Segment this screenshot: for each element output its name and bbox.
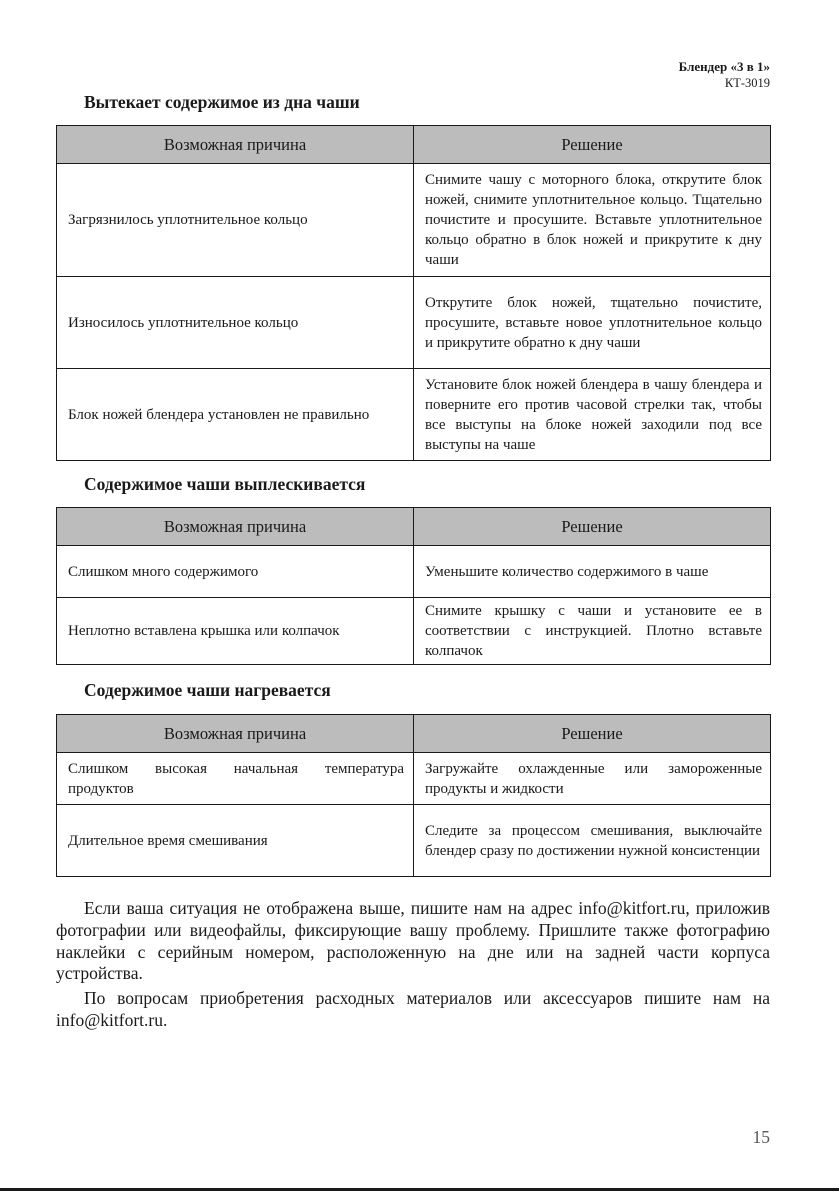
- table-row: [57, 753, 771, 805]
- table-header-row: [57, 508, 771, 546]
- solution-cell: Загружайте охлажденные или замороженные продукты и жидкости: [414, 753, 771, 805]
- cause-cell: Слишком много содержимого: [57, 546, 414, 598]
- cause-cell: Износилось уплотнительное кольцо: [57, 277, 414, 369]
- section-title-heating: Содержимое чаши нагревается: [84, 680, 331, 700]
- column-header-solution: Решение: [414, 126, 771, 164]
- cause-cell: Длительное время смешивания: [57, 805, 414, 877]
- column-header-cause: Возможная причина: [57, 126, 414, 164]
- table-row: [57, 546, 771, 598]
- table-header-row: [57, 126, 771, 164]
- page-header: [679, 59, 770, 91]
- solution-cell: Следите за процессом смешивания, выключайте блендер сразу по достижении нужной консистенции: [414, 805, 771, 877]
- page-number: 15: [752, 1127, 770, 1147]
- cause-cell: Неплотно вставлена крышка или колпачок: [57, 598, 414, 665]
- solution-cell: Открутите блок ножей, тщательно почистите, просушите, вставьте новое уплотнительное кольцо и прикрутите обратно к дну чаши: [414, 277, 771, 369]
- solution-cell: Уменьшите количество содержимого в чаше: [414, 546, 771, 598]
- product-name: Блендер «3 в 1»: [678, 59, 770, 74]
- cause-cell: Слишком высокая начальная температура продуктов: [57, 753, 414, 805]
- accessories-paragraph: [56, 988, 770, 1032]
- table-row: [57, 598, 771, 665]
- troubleshooting-table-leak: [56, 125, 771, 461]
- solution-cell: Установите блок ножей блендера в чашу блендера и поверните его против часовой стрелки так, чтобы все выступы на блоке ножей заходили под все выступы на чаше: [414, 369, 771, 461]
- accessories-text: По вопросам приобретения расходных материалов или аксессуаров пишите нам на info@kitfort.ru.: [56, 988, 770, 1030]
- troubleshooting-table-heating: [56, 714, 771, 877]
- column-header-cause: Возможная причина: [57, 508, 414, 546]
- column-header-solution: Решение: [414, 508, 771, 546]
- contact-paragraph: [56, 898, 770, 985]
- cause-cell: Загрязнилось уплотнительное кольцо: [57, 164, 414, 277]
- cause-cell: Блок ножей блендера установлен не правильно: [57, 369, 414, 461]
- solution-cell: Снимите чашу с моторного блока, открутите блок ножей, снимите уплотнительное кольцо. Тщательно почистите и просушите. Вставьте уплотнительное кольцо обратно в блок ножей и прикрутите к дну чаши: [414, 164, 771, 277]
- model-number: КТ-3019: [724, 76, 770, 90]
- column-header-cause: Возможная причина: [57, 715, 414, 753]
- table-row: [57, 805, 771, 877]
- contact-text: Если ваша ситуация не отображена выше, пишите нам на адрес info@kitfort.ru, приложив фотографии или видеофайлы, фиксирующие вашу проблему. Пришлите также фотографию наклейки с серийным номером, расположенную на дне или на задней части корпуса устройства.: [56, 898, 770, 984]
- table-row: [57, 277, 771, 369]
- troubleshooting-table-splash: [56, 507, 771, 665]
- table-header-row: [57, 715, 771, 753]
- column-header-solution: Решение: [414, 715, 771, 753]
- section-title-splash: Содержимое чаши выплескивается: [84, 474, 366, 494]
- section-title-leak: Вытекает содержимое из дна чаши: [84, 92, 360, 112]
- table-row: [57, 164, 771, 277]
- table-row: [57, 369, 771, 461]
- solution-cell: Снимите крышку с чаши и установите ее в соответствии с инструкцией. Плотно вставьте колпачок: [414, 598, 771, 665]
